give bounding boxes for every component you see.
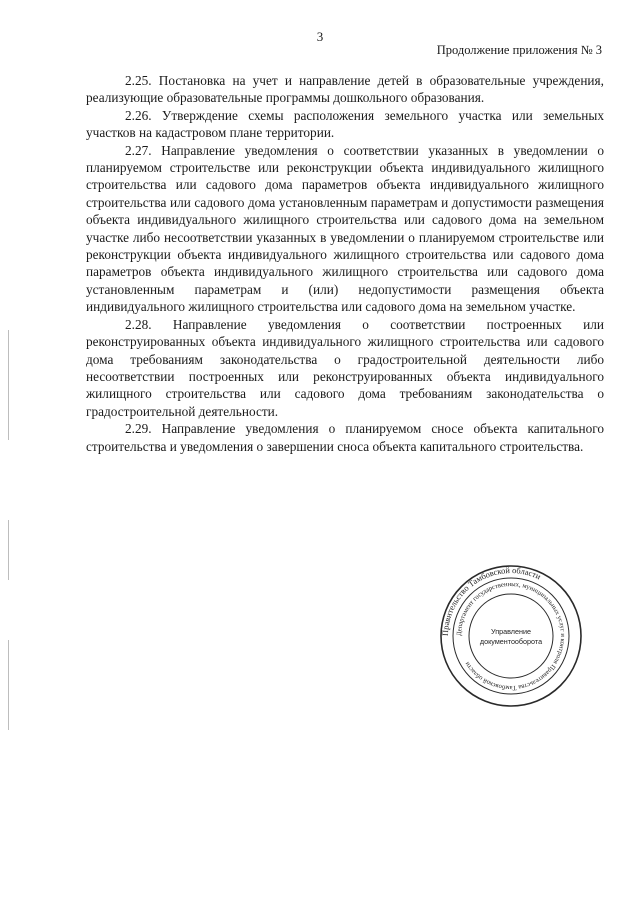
paragraph-2-27: 2.27. Направление уведомления о соответствии указанных в уведомлении о планируемом строительстве или реконструкции объекта индивидуального жилищного строительства или садового дома параметров объекта индивидуального жилищного строительства или садового дома установленным параметрам и допустимости размещения объекта индивидуального жилищного строительства или садового дома на земельном участке либо несоответствии указанных в уведомлении о планируемом строительстве или реконструкции объекта индивидуального жилищного строительства или садового дома параметров объекта индивидуального жилищного строительства или садового дома установленным параметрам и (или) недопустимости размещения объекта индивидуального жилищного строительства или садового дома на земельном участке.: [86, 142, 604, 315]
scan-artifact: [8, 640, 9, 730]
stamp-outer-text: Правительство Тамбовской области: [440, 565, 542, 637]
paragraph-2-28: 2.28. Направление уведомления о соответствии построенных или реконструированных объекта индивидуального жилищного строительства или садового дома требованиям законодательства о градостроительной деятельности либо несоответствии построенных или реконструированных объекта индивидуального жилищного строительства или садового дома требованиям законодательства о градостроительной деятельности.: [86, 316, 604, 419]
paragraph-2-29: 2.29. Направление уведомления о планируемом сносе объекта капитального строительства и уведомления о завершении сноса объекта капитального строительства.: [86, 421, 604, 454]
stamp-middle-text: Департамент государственных, муниципальных услуг и контроля Правительства Тамбовской области: [455, 580, 567, 692]
paragraph-2-25: 2.25. Постановка на учет и направление детей в образовательные учреждения, реализующие образовательные программы дошкольного образования.: [86, 73, 604, 106]
scan-artifact: [8, 520, 9, 580]
stamp-center-line1: Управление: [491, 627, 531, 636]
page-number: 3: [316, 29, 324, 44]
document-body: [86, 72, 604, 455]
scan-artifact: [8, 330, 9, 440]
appendix-continuation-label: Продолжение приложения № 3: [436, 43, 602, 57]
paragraph-2-26: 2.26. Утверждение схемы расположения земельного участка или земельных участков на кадастровом плане территории.: [86, 107, 604, 141]
stamp-center-line2: документооборота: [479, 637, 543, 646]
official-stamp: [439, 564, 583, 708]
svg-text:Правительство Тамбовской облас: [441, 566, 543, 636]
